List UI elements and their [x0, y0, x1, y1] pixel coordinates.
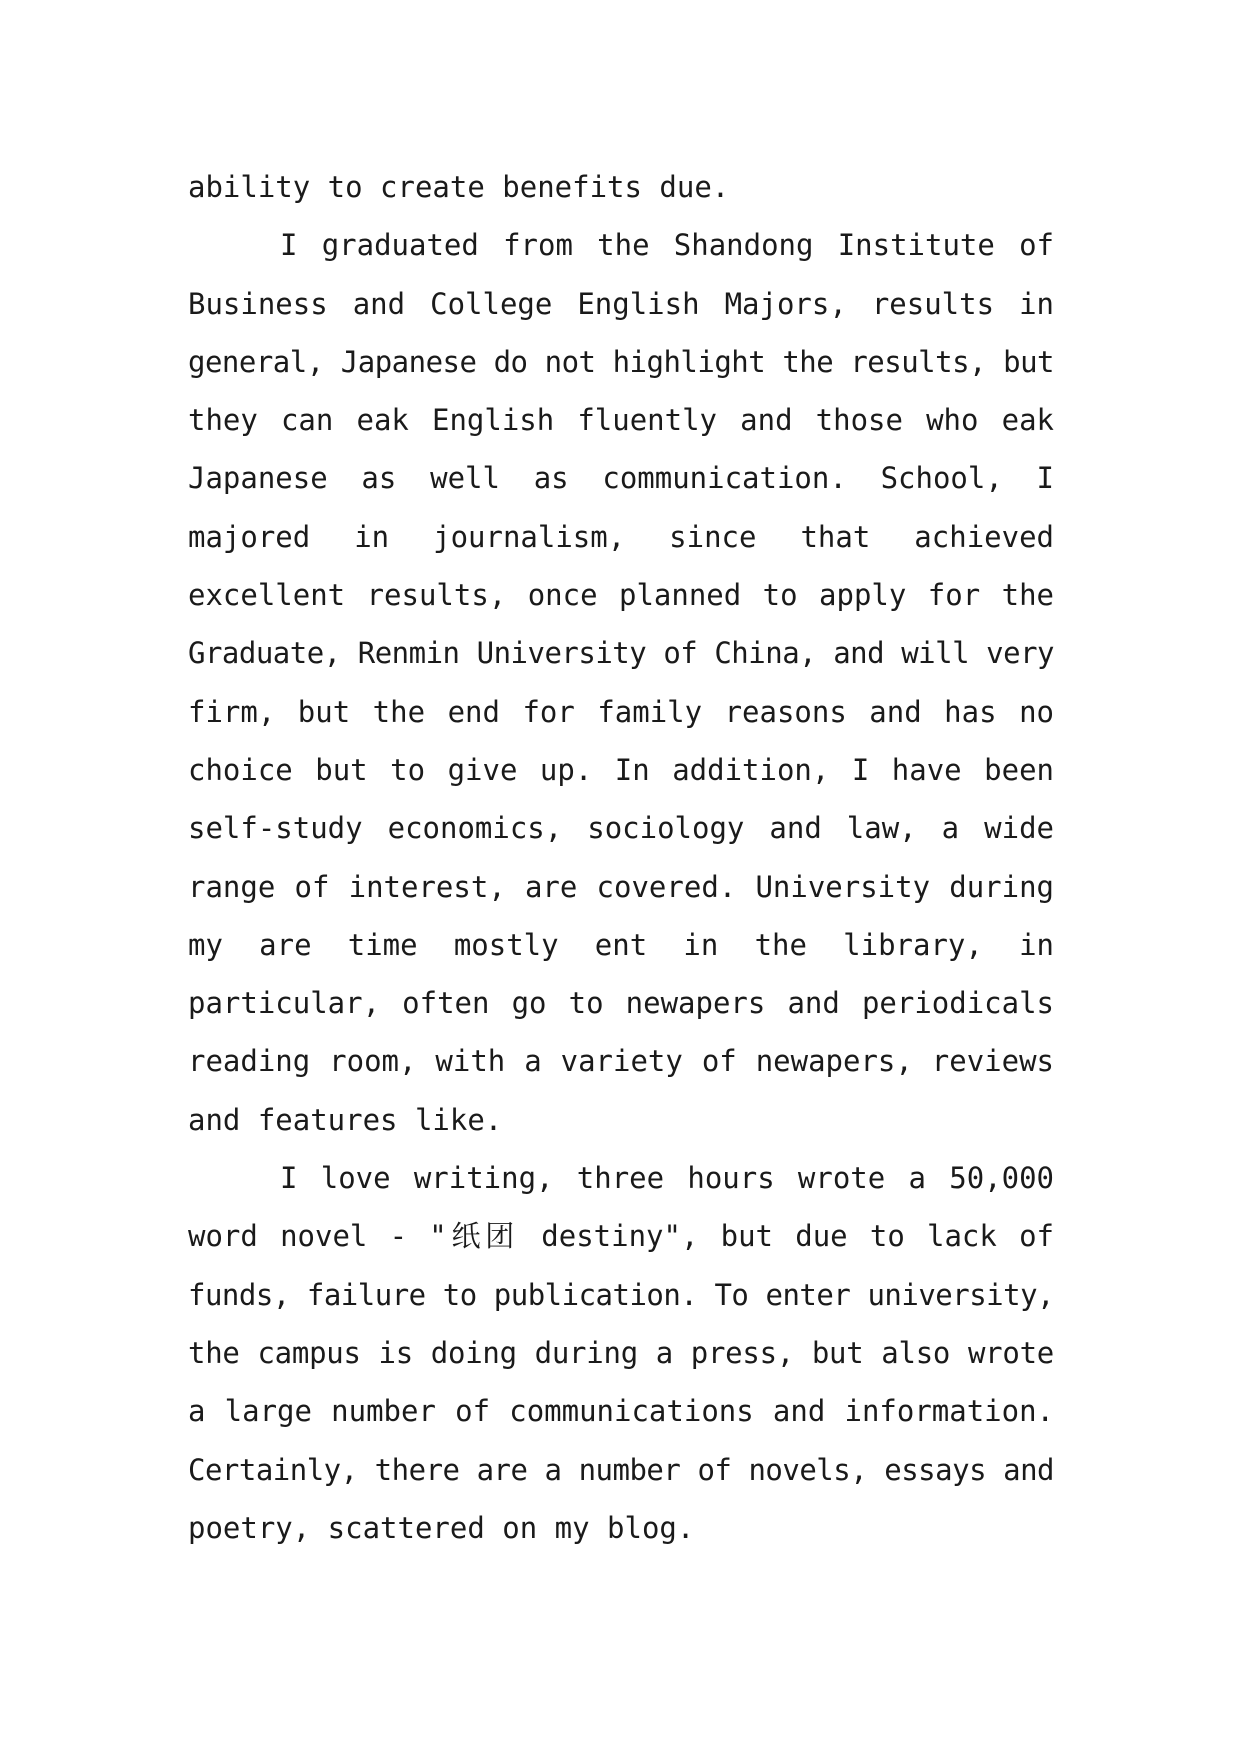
text-line: Business and College English Majors, results in [188, 286, 1054, 321]
text-line: and features like. [188, 1102, 503, 1137]
text-line: self-study economics, sociology and law, a wide [188, 811, 1054, 846]
text-line: firm, but the end for family reasons and has no [188, 694, 1054, 729]
text-line: funds, failure to publication. To enter university, [188, 1277, 1054, 1312]
text-line: word novel - "纸团 destiny", but due to lack of [188, 1219, 1054, 1254]
text-line: general, Japanese do not highlight the results, but [188, 344, 1054, 379]
text-line: my are time mostly ent in the library, in [188, 927, 1054, 962]
paragraph-2 [188, 216, 1054, 1149]
paragraph-3 [188, 1149, 1054, 1557]
text-line: reading room, with a variety of newapers, reviews [188, 1044, 1054, 1079]
text-line: excellent results, once planned to apply for the [188, 578, 1054, 613]
text-line: the campus is doing during a press, but also wrote [188, 1335, 1054, 1370]
text-line: a large number of communications and information. [188, 1394, 1054, 1429]
text-line: Certainly, there are a number of novels, essays and [188, 1452, 1054, 1487]
text-line: I love writing, three hours wrote a 50,000 [280, 1161, 1054, 1196]
text-line: poetry, scattered on my blog. [188, 1510, 695, 1545]
text-line: ability to create benefits due. [188, 170, 730, 204]
text-line: Japanese as well as communication. School, I [188, 461, 1054, 496]
text-line: I graduated from the Shandong Institute of [280, 228, 1054, 263]
text-line: particular, often go to newapers and periodicals [188, 986, 1054, 1021]
paragraph-1 [188, 158, 1054, 216]
text-line: choice but to give up. In addition, I have been [188, 752, 1054, 787]
text-line: majored in journalism, since that achieved [188, 519, 1054, 554]
text-line: Graduate, Renmin University of China, and will very [188, 636, 1054, 671]
text-line: range of interest, are covered. University during [188, 869, 1054, 904]
text-line: they can eak English fluently and those who eak [188, 403, 1054, 438]
body-text [188, 158, 1054, 1557]
